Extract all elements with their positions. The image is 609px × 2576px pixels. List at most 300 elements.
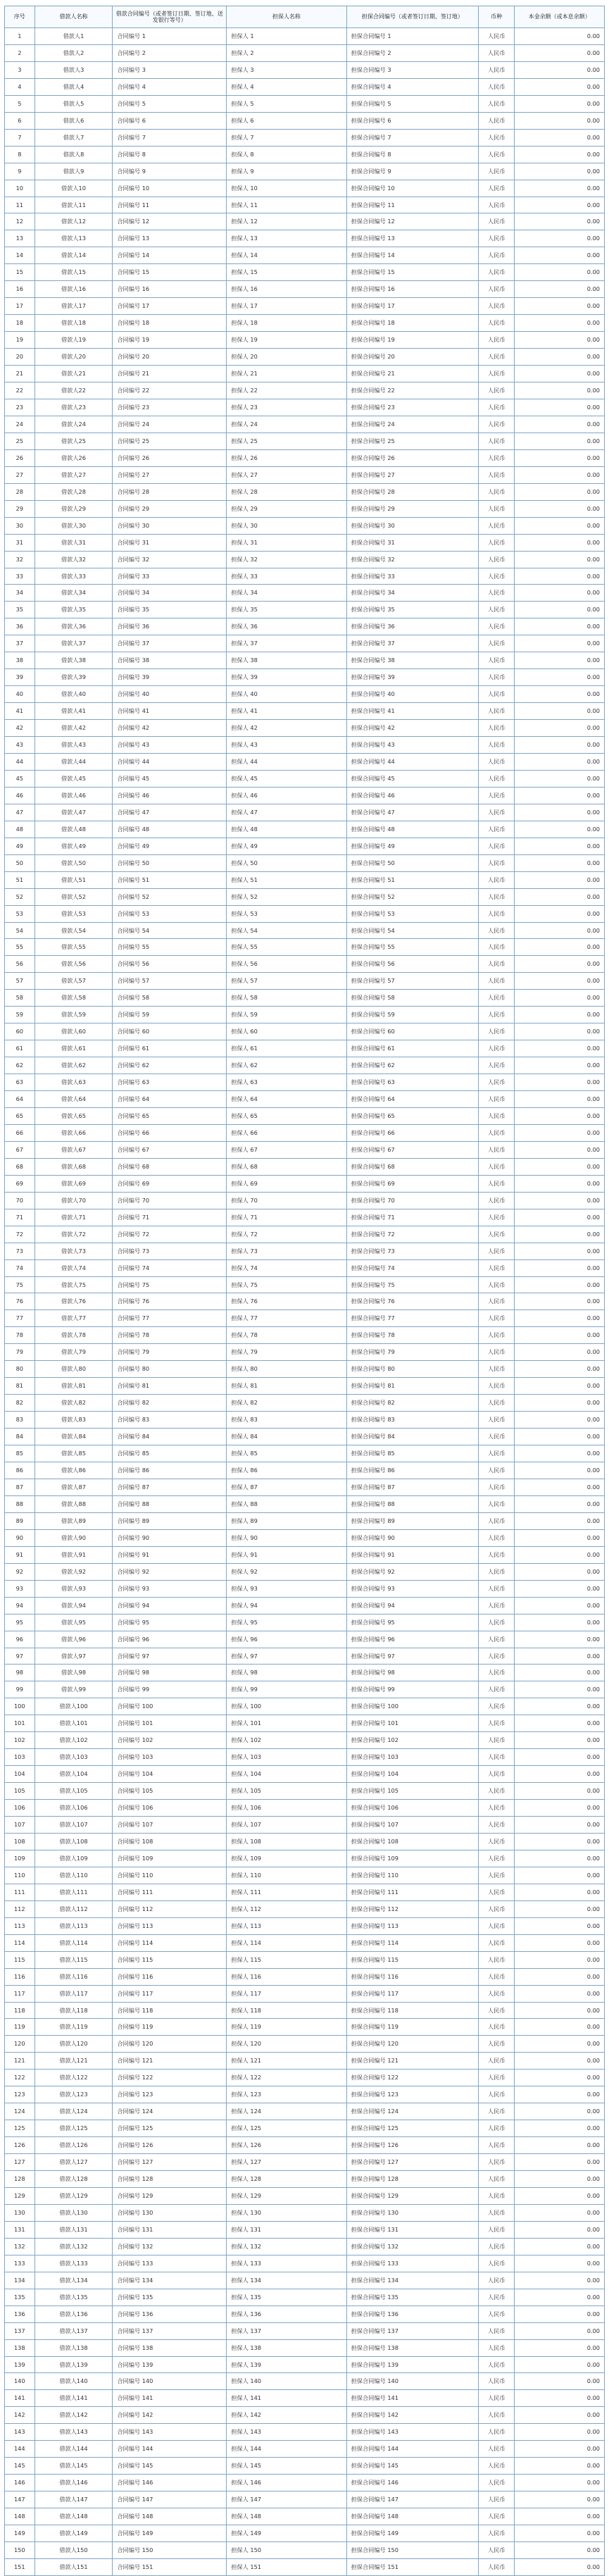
row-index: 94 [5,1597,35,1614]
borrower-name: 借款人63 [34,1074,113,1091]
table-row [5,737,605,754]
guarantee-contract-number: 担保合同编号 148 [346,2508,478,2525]
table-row [5,1681,605,1698]
balance: 0.00 [515,1766,605,1783]
balance: 0.00 [515,2221,605,2238]
guarantor-name: 担保人 11 [227,197,346,213]
col-loan-contract: 借款合同编号（或者签订日期、签订地、送发银行等号） [113,6,227,28]
loan-contract-number: 合同编号 49 [113,838,227,854]
table-row [5,1884,605,1900]
guarantee-contract-number: 担保合同编号 24 [346,416,478,433]
table-row [5,669,605,686]
table-row [5,1985,605,2002]
row-index: 89 [5,1512,35,1529]
guarantee-contract-number: 担保合同编号 26 [346,449,478,466]
currency: 人民币 [479,1766,515,1783]
row-index: 140 [5,2373,35,2390]
table-row [5,95,605,112]
loan-contract-number: 合同编号 70 [113,1192,227,1209]
borrower-name: 借款人129 [34,2188,113,2205]
guarantee-contract-number: 担保合同编号 2 [346,44,478,61]
guarantee-contract-number: 担保合同编号 33 [346,568,478,585]
row-index: 70 [5,1192,35,1209]
borrower-name: 借款人57 [34,973,113,990]
guarantor-name: 担保人 106 [227,1800,346,1817]
currency: 人民币 [479,1951,515,1968]
table-row [5,1327,605,1344]
guarantor-name: 担保人 125 [227,2120,346,2137]
table-row [5,720,605,737]
guarantor-name: 担保人 10 [227,180,346,197]
table-row [5,1108,605,1125]
table-row [5,2289,605,2306]
guarantee-contract-number: 担保合同编号 9 [346,163,478,180]
borrower-name: 借款人124 [34,2103,113,2120]
guarantor-name: 担保人 12 [227,213,346,230]
guarantee-contract-number: 担保合同编号 18 [346,315,478,332]
table-row [5,1124,605,1141]
borrower-name: 借款人73 [34,1243,113,1259]
currency: 人民币 [479,1040,515,1057]
loan-contract-number: 合同编号 33 [113,568,227,585]
table-row [5,2491,605,2508]
guarantee-contract-number: 担保合同编号 134 [346,2272,478,2289]
currency: 人民币 [479,1361,515,1378]
balance: 0.00 [515,1175,605,1192]
loan-contract-number: 合同编号 28 [113,483,227,500]
loan-contract-number: 合同编号 54 [113,922,227,939]
balance: 0.00 [515,1631,605,1648]
loan-contract-number: 合同编号 114 [113,1934,227,1951]
borrower-name: 借款人72 [34,1226,113,1243]
currency: 人民币 [479,990,515,1007]
currency: 人民币 [479,2272,515,2289]
loan-contract-number: 合同编号 134 [113,2272,227,2289]
balance: 0.00 [515,2542,605,2559]
loan-contract-number: 合同编号 99 [113,1681,227,1698]
currency: 人民币 [479,1378,515,1395]
currency: 人民币 [479,1141,515,1158]
loan-contract-number: 合同编号 39 [113,669,227,686]
loan-contract-number: 合同编号 129 [113,2188,227,2205]
loan-contract-number: 合同编号 135 [113,2289,227,2306]
guarantor-name: 担保人 83 [227,1412,346,1429]
currency: 人民币 [479,2542,515,2559]
guarantor-name: 担保人 143 [227,2424,346,2441]
table-row [5,585,605,602]
borrower-name: 借款人148 [34,2508,113,2525]
borrower-name: 借款人134 [34,2272,113,2289]
borrower-name: 借款人53 [34,905,113,922]
table-row [5,1968,605,1985]
currency: 人民币 [479,1124,515,1141]
table-row [5,264,605,281]
guarantee-contract-number: 担保合同编号 113 [346,1917,478,1934]
row-index: 105 [5,1783,35,1800]
row-index: 142 [5,2407,35,2424]
currency: 人民币 [479,332,515,349]
currency: 人民币 [479,2356,515,2373]
loan-contract-number: 合同编号 45 [113,770,227,787]
guarantor-name: 担保人 7 [227,129,346,146]
guarantee-contract-number: 担保合同编号 151 [346,2558,478,2575]
guarantee-contract-number: 担保合同编号 17 [346,298,478,315]
table-row [5,2373,605,2390]
table-row [5,61,605,78]
borrower-name: 借款人94 [34,1597,113,1614]
balance: 0.00 [515,1580,605,1597]
guarantee-contract-number: 担保合同编号 56 [346,956,478,973]
table-row [5,1259,605,1276]
loan-contract-number: 合同编号 41 [113,703,227,720]
row-index: 112 [5,1900,35,1917]
guarantor-name: 担保人 140 [227,2373,346,2390]
guarantor-name: 担保人 79 [227,1344,346,1361]
guarantee-contract-number: 担保合同编号 30 [346,517,478,534]
table-row [5,1141,605,1158]
table-row [5,838,605,854]
guarantee-contract-number: 担保合同编号 67 [346,1141,478,1158]
currency: 人民币 [479,466,515,483]
row-index: 144 [5,2441,35,2458]
loan-contract-number: 合同编号 88 [113,1495,227,1512]
guarantee-contract-number: 担保合同编号 96 [346,1631,478,1648]
balance: 0.00 [515,770,605,787]
table-row [5,349,605,366]
currency: 人民币 [479,112,515,129]
guarantee-contract-number: 担保合同编号 119 [346,2019,478,2036]
currency: 人民币 [479,2070,515,2086]
guarantee-contract-number: 担保合同编号 114 [346,1934,478,1951]
balance: 0.00 [515,1951,605,1968]
currency: 人民币 [479,1681,515,1698]
balance: 0.00 [515,1293,605,1310]
borrower-name: 借款人7 [34,129,113,146]
currency: 人民币 [479,618,515,635]
table-row [5,44,605,61]
borrower-name: 借款人147 [34,2491,113,2508]
row-index: 8 [5,146,35,163]
guarantor-name: 担保人 76 [227,1293,346,1310]
balance: 0.00 [515,1665,605,1681]
currency: 人民币 [479,635,515,652]
table-row [5,1429,605,1445]
guarantee-contract-number: 担保合同编号 129 [346,2188,478,2205]
table-row [5,163,605,180]
loan-contract-number: 合同编号 47 [113,804,227,821]
borrower-name: 借款人32 [34,551,113,568]
row-index: 22 [5,382,35,399]
loan-contract-number: 合同编号 73 [113,1243,227,1259]
table-row [5,2120,605,2137]
currency: 人民币 [479,1934,515,1951]
currency: 人民币 [479,1850,515,1867]
table-row [5,652,605,669]
row-index: 86 [5,1462,35,1479]
currency: 人民币 [479,1412,515,1429]
guarantor-name: 担保人 8 [227,146,346,163]
row-index: 132 [5,2238,35,2255]
guarantor-name: 担保人 146 [227,2475,346,2491]
balance: 0.00 [515,2019,605,2036]
table-row [5,888,605,905]
balance: 0.00 [515,95,605,112]
currency: 人民币 [479,1648,515,1665]
row-index: 127 [5,2154,35,2171]
table-row [5,2188,605,2205]
row-index: 131 [5,2221,35,2238]
loan-contract-number: 合同编号 13 [113,230,227,247]
guarantor-name: 担保人 87 [227,1479,346,1495]
balance: 0.00 [515,2289,605,2306]
table-row [5,466,605,483]
guarantee-contract-number: 担保合同编号 50 [346,854,478,871]
table-row [5,129,605,146]
guarantor-name: 担保人 117 [227,1985,346,2002]
guarantor-name: 担保人 114 [227,1934,346,1951]
loan-contract-number: 合同编号 120 [113,2036,227,2053]
table-row [5,1495,605,1512]
loan-contract-number: 合同编号 27 [113,466,227,483]
currency: 人民币 [479,703,515,720]
currency: 人民币 [479,2441,515,2458]
borrower-name: 借款人64 [34,1091,113,1108]
borrower-name: 借款人151 [34,2558,113,2575]
currency: 人民币 [479,854,515,871]
row-index: 136 [5,2306,35,2322]
balance: 0.00 [515,2272,605,2289]
loan-contract-number: 合同编号 25 [113,433,227,449]
guarantor-name: 担保人 47 [227,804,346,821]
loan-contract-number: 合同编号 11 [113,197,227,213]
guarantee-contract-number: 担保合同编号 6 [346,112,478,129]
guarantee-contract-number: 担保合同编号 25 [346,433,478,449]
guarantor-name: 担保人 61 [227,1040,346,1057]
loan-contract-number: 合同编号 151 [113,2558,227,2575]
guarantor-name: 担保人 68 [227,1158,346,1175]
guarantee-contract-number: 担保合同编号 98 [346,1665,478,1681]
balance: 0.00 [515,197,605,213]
guarantor-name: 担保人 27 [227,466,346,483]
balance: 0.00 [515,1243,605,1259]
borrower-name: 借款人81 [34,1378,113,1395]
borrower-name: 借款人16 [34,281,113,298]
loan-contract-number: 合同编号 143 [113,2424,227,2441]
currency: 人民币 [479,939,515,956]
borrower-name: 借款人23 [34,399,113,416]
balance: 0.00 [515,112,605,129]
guarantee-contract-number: 担保合同编号 101 [346,1715,478,1732]
guarantor-name: 担保人 147 [227,2491,346,2508]
guarantor-name: 担保人 128 [227,2171,346,2188]
col-currency: 币种 [479,6,515,28]
borrower-name: 借款人136 [34,2306,113,2322]
loan-contract-number: 合同编号 128 [113,2171,227,2188]
currency: 人民币 [479,1276,515,1293]
table-row [5,315,605,332]
row-index: 126 [5,2137,35,2154]
guarantor-name: 担保人 110 [227,1867,346,1884]
currency: 人民币 [479,1665,515,1681]
loan-contract-number: 合同编号 97 [113,1648,227,1665]
guarantee-contract-number: 担保合同编号 16 [346,281,478,298]
guarantee-contract-number: 担保合同编号 146 [346,2475,478,2491]
col-balance: 本金余额（或本息余额） [515,6,605,28]
row-index: 80 [5,1361,35,1378]
balance: 0.00 [515,1007,605,1023]
borrower-name: 借款人125 [34,2120,113,2137]
header-row [5,6,605,28]
balance: 0.00 [515,2508,605,2525]
borrower-name: 借款人101 [34,1715,113,1732]
guarantor-name: 担保人 141 [227,2390,346,2407]
balance: 0.00 [515,2373,605,2390]
guarantee-contract-number: 担保合同编号 76 [346,1293,478,1310]
row-index: 124 [5,2103,35,2120]
loan-contract-number: 合同编号 144 [113,2441,227,2458]
currency: 人民币 [479,1529,515,1546]
borrower-name: 借款人60 [34,1023,113,1040]
loan-contract-number: 合同编号 103 [113,1749,227,1766]
borrower-name: 借款人132 [34,2238,113,2255]
guarantor-name: 担保人 13 [227,230,346,247]
guarantor-name: 担保人 26 [227,449,346,466]
guarantor-name: 担保人 42 [227,720,346,737]
loan-contract-number: 合同编号 12 [113,213,227,230]
currency: 人民币 [479,500,515,517]
currency: 人民币 [479,146,515,163]
loan-contract-number: 合同编号 130 [113,2204,227,2221]
row-index: 23 [5,399,35,416]
guarantee-contract-number: 担保合同编号 80 [346,1361,478,1378]
table-row [5,2475,605,2491]
guarantee-contract-number: 担保合同编号 73 [346,1243,478,1259]
row-index: 12 [5,213,35,230]
row-index: 14 [5,247,35,264]
currency: 人民币 [479,44,515,61]
guarantee-contract-number: 担保合同编号 49 [346,838,478,854]
guarantee-contract-number: 担保合同编号 83 [346,1412,478,1429]
table-row [5,2407,605,2424]
currency: 人民币 [479,821,515,838]
row-index: 115 [5,1951,35,1968]
balance: 0.00 [515,1395,605,1412]
guarantee-contract-number: 担保合同编号 81 [346,1378,478,1395]
row-index: 151 [5,2558,35,2575]
loan-contract-number: 合同编号 66 [113,1124,227,1141]
table-row [5,399,605,416]
guarantor-name: 担保人 22 [227,382,346,399]
row-index: 42 [5,720,35,737]
table-row [5,180,605,197]
borrower-name: 借款人43 [34,737,113,754]
guarantee-contract-number: 担保合同编号 104 [346,1766,478,1783]
loan-contract-number: 合同编号 2 [113,44,227,61]
guarantee-contract-number: 担保合同编号 118 [346,2002,478,2019]
row-index: 57 [5,973,35,990]
balance: 0.00 [515,1648,605,1665]
balance: 0.00 [515,1445,605,1462]
borrower-name: 借款人87 [34,1479,113,1495]
loan-contract-number: 合同编号 93 [113,1580,227,1597]
row-index: 78 [5,1327,35,1344]
loan-contract-number: 合同编号 105 [113,1783,227,1800]
loan-contract-number: 合同编号 150 [113,2542,227,2559]
currency: 人民币 [479,585,515,602]
guarantee-contract-number: 担保合同编号 107 [346,1817,478,1834]
guarantee-contract-number: 担保合同编号 93 [346,1580,478,1597]
row-index: 98 [5,1665,35,1681]
balance: 0.00 [515,1361,605,1378]
guarantor-name: 担保人 60 [227,1023,346,1040]
balance: 0.00 [515,1141,605,1158]
loan-contract-number: 合同编号 145 [113,2458,227,2475]
loan-contract-number: 合同编号 23 [113,399,227,416]
balance: 0.00 [515,753,605,770]
guarantee-contract-number: 担保合同编号 125 [346,2120,478,2137]
guarantee-contract-number: 担保合同编号 68 [346,1158,478,1175]
loan-contract-number: 合同编号 69 [113,1175,227,1192]
currency: 人民币 [479,2255,515,2272]
borrower-name: 借款人106 [34,1800,113,1817]
currency: 人民币 [479,888,515,905]
guarantor-name: 担保人 40 [227,686,346,703]
balance: 0.00 [515,1479,605,1495]
loan-contract-number: 合同编号 37 [113,635,227,652]
row-index: 28 [5,483,35,500]
balance: 0.00 [515,500,605,517]
guarantor-name: 担保人 92 [227,1563,346,1580]
guarantee-contract-number: 担保合同编号 138 [346,2339,478,2356]
balance: 0.00 [515,230,605,247]
loan-contract-number: 合同编号 71 [113,1209,227,1226]
balance: 0.00 [515,1023,605,1040]
guarantor-name: 担保人 14 [227,247,346,264]
table-row [5,854,605,871]
borrower-name: 借款人113 [34,1917,113,1934]
guarantee-contract-number: 担保合同编号 86 [346,1462,478,1479]
guarantor-name: 担保人 91 [227,1546,346,1563]
table-row [5,1310,605,1327]
loan-contract-number: 合同编号 48 [113,821,227,838]
guarantor-name: 担保人 56 [227,956,346,973]
balance: 0.00 [515,1259,605,1276]
row-index: 50 [5,854,35,871]
guarantee-contract-number: 担保合同编号 20 [346,349,478,366]
borrower-name: 借款人30 [34,517,113,534]
loan-contract-number: 合同编号 116 [113,1968,227,1985]
table-row [5,1850,605,1867]
guarantee-contract-number: 担保合同编号 55 [346,939,478,956]
borrower-name: 借款人55 [34,939,113,956]
guarantee-contract-number: 担保合同编号 88 [346,1495,478,1512]
guarantee-contract-number: 担保合同编号 147 [346,2491,478,2508]
borrower-name: 借款人5 [34,95,113,112]
borrower-name: 借款人144 [34,2441,113,2458]
table-row [5,2086,605,2103]
guarantee-contract-number: 担保合同编号 120 [346,2036,478,2053]
borrower-name: 借款人56 [34,956,113,973]
table-row [5,1479,605,1495]
loan-contract-number: 合同编号 43 [113,737,227,754]
balance: 0.00 [515,1512,605,1529]
loan-contract-number: 合同编号 3 [113,61,227,78]
borrower-name: 借款人4 [34,78,113,95]
row-index: 117 [5,1985,35,2002]
guarantee-contract-number: 担保合同编号 69 [346,1175,478,1192]
balance: 0.00 [515,2458,605,2475]
borrower-name: 借款人76 [34,1293,113,1310]
